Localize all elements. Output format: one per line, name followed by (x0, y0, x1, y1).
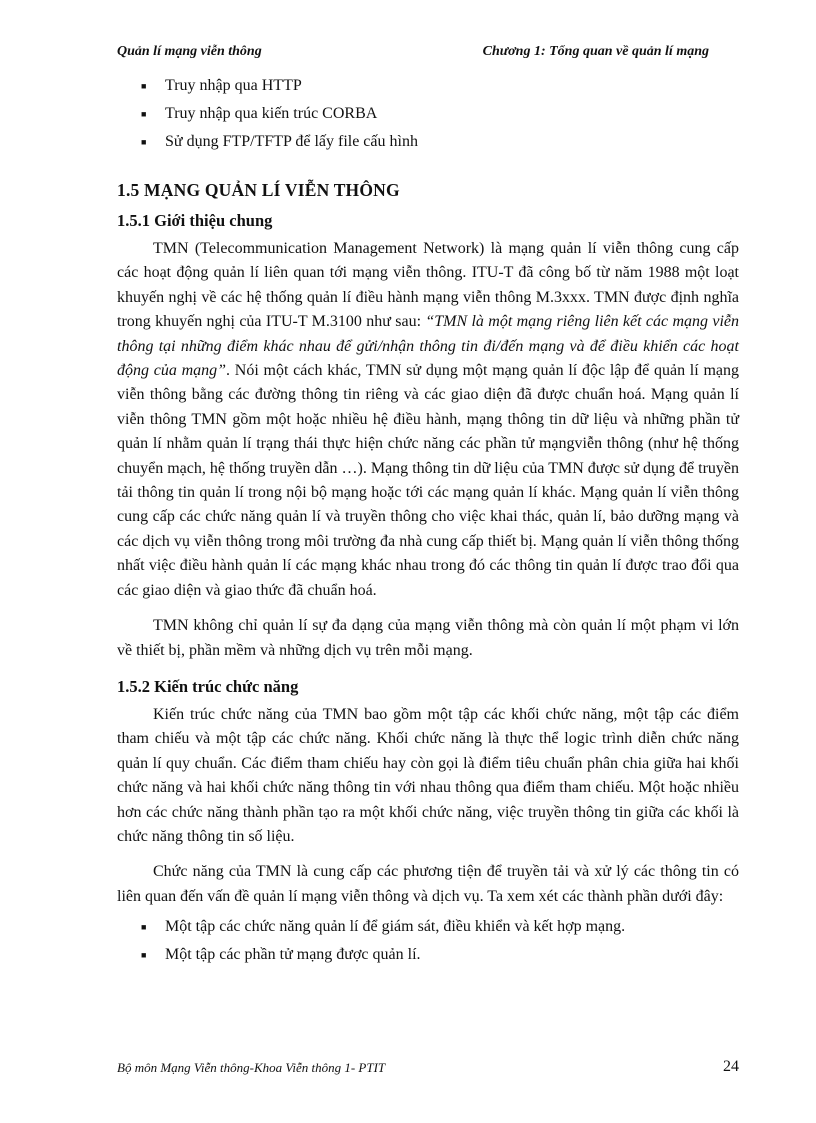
header-book-title: Quản lí mạng viễn thông (117, 44, 262, 59)
header-chapter-title: Chương 1: Tổng quan về quản lí mạng (482, 44, 709, 59)
subsection-heading-architecture: 1.5.2 Kiến trúc chức năng (117, 676, 299, 696)
top-bullet-list (117, 72, 739, 156)
paragraph-functions: Chức năng của TMN là cung cấp các phương tiện để truyền tải và xử lý các thông tin có liên quan đến vấn đề quản lí mạng viễn thông và dịch vụ. Ta xem xét các thành phần dưới đây: (117, 863, 739, 905)
list-item: ■ Truy nhập qua kiến trúc CORBA (117, 100, 739, 128)
page-number: 24 (723, 1058, 739, 1075)
page-content (117, 72, 739, 969)
paragraph-text: TMN (Telecommunication Management Network) là mạng quản lí viễn thông cung cấp các hoạt động quản lí liên quan tới mạng viễn thông. ITU-T đã công bố từ năm 1988 một loạt khuyến nghị về các hệ thống quản lí điều hành mạng viễn thông M.3xxx. TMN được định nghĩa trong khuyến nghị của ITU-T M.3100 như sau: (117, 240, 739, 331)
page-footer (117, 1058, 739, 1078)
list-item: ■ Truy nhập qua HTTP (117, 72, 739, 100)
paragraph-tmn-scope: TMN không chỉ quản lí sự đa dạng của mạng viễn thông mà còn quản lí một phạm vi lớn về thiết bị, phần mềm và những dịch vụ trên mỗi mạng. (117, 617, 739, 659)
paragraph-text: . Nói một cách khác, TMN sử dụng một mạng quản lí độc lập để quản lí mạng viễn thông bằng các đường thông tin riêng và các giao diện đã được chuẩn hoá. Mạng quản lí viễn thông TMN gồm một hoặc nhiều hệ điều hành, mạng thông tin dữ liệu và những phần tử quản lí nhằm quản lí trạng thái thực hiện chức năng các phần tử mạngviễn thông (như hệ thống chuyển mạch, hệ thống truyền dẫn …). Mạng thông tin dữ liệu của TMN được sử dụng để truyền tải thông tin quản lí trong nội bộ mạng hoặc tới các mạng quản lí khác. Mạng quản lí viễn thông cung cấp các chức năng quản lí và truyền thông cho việc khai thác, quản lí, bảo dưỡng mạng và các dịch vụ viễn thông trong môi trường đa nhà cung cấp thiết bị. Mạng quản lí viễn thông thống nhất việc điều hành quản lí các mạng khác nhau trong đó các thông tin quản lí được trao đổi qua các giao diện và giao thức đã chuẩn hoá. (117, 362, 739, 599)
page-header (117, 44, 709, 66)
list-item: ■ Một tập các phần tử mạng được quản lí. (117, 941, 739, 969)
paragraph-architecture: Kiến trúc chức năng của TMN bao gồm một tập các khối chức năng, một tập các điểm tham chiếu và một tập các chức năng. Khối chức năng là thực thể logic trình diễn chức năng quản lí quy chuẩn. Các điểm tham chiếu hay còn gọi là điểm tiêu chuẩn phân chia giữa hai khối chức năng và hai khối chức năng thông tin với nhau thông qua điểm tham chiếu. Một hoặc nhiều hơn các chức năng thành phần tạo ra một khối chức năng, việc truyền thông tin giữa các khối là chức năng thông tin số liệu. (117, 705, 739, 845)
section-heading: 1.5 MẠNG QUẢN LÍ VIỄN THÔNG (117, 180, 400, 200)
footer-department: Bộ môn Mạng Viễn thông-Khoa Viễn thông 1- PTIT (117, 1060, 386, 1075)
function-bullet-list (117, 913, 739, 969)
list-item: ■ Sử dụng FTP/TFTP để lấy file cấu hình (117, 128, 739, 156)
itu-definition-quote: “TMN là một mạng riêng liên kết các mạng viễn thông tại những điểm khác nhau để gửi/nhận thông tin đi/đến mạng và để điều khiển các hoạt động của mạng” (117, 313, 739, 380)
subsection-heading-intro: 1.5.1 Giới thiệu chung (117, 211, 273, 230)
paragraph-tmn-intro (117, 237, 739, 603)
list-item: ■ Một tập các chức năng quản lí để giám sát, điều khiển và kết hợp mạng. (117, 913, 739, 941)
